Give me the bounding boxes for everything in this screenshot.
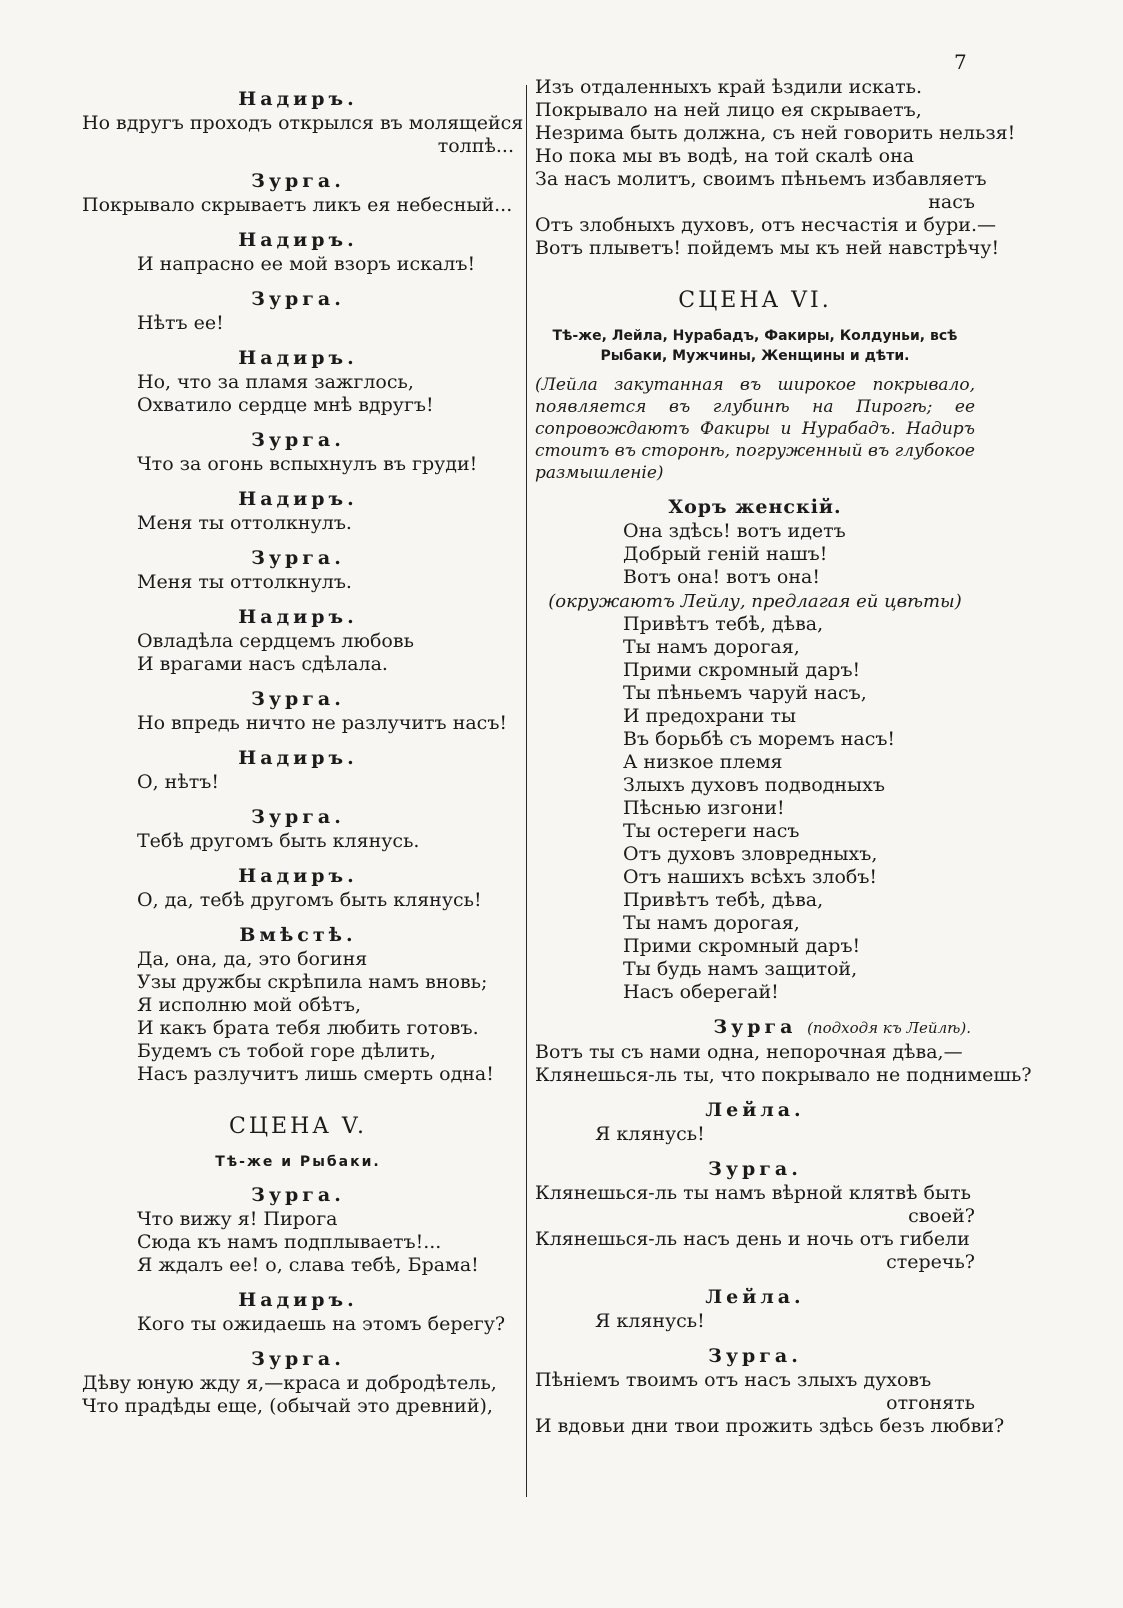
text-line: И какъ брата тебя любить готовъ. xyxy=(137,1017,479,1039)
text-line: Ты намъ дорогая, xyxy=(623,912,800,934)
text-line: Пѣніемъ твоимъ отъ насъ злыхъ духовъ xyxy=(535,1369,932,1391)
text-line: Покрывало скрываетъ ликъ ея небесный... xyxy=(82,194,513,216)
zurga-3-lines xyxy=(535,1369,1005,1438)
text-line: Меня ты оттолкнулъ. xyxy=(137,512,352,534)
text-line: Но, что за пламя зажглось, xyxy=(137,371,414,393)
zurga-1-lines xyxy=(535,1041,1032,1087)
text-line: Отъ злобныхъ духовъ, отъ несчастія и бури.— xyxy=(535,214,997,236)
text-line: Привѣтъ тебѣ, дѣва, xyxy=(623,889,824,911)
text-line: Ты будь намъ защитой, xyxy=(623,958,858,980)
text-line: Что за огонь вспыхнулъ въ груди! xyxy=(137,453,478,475)
chorus-speaker: Хоръ женскій. xyxy=(668,496,842,518)
text-line: Вотъ ты съ нами одна, непорочная дѣва,— xyxy=(535,1041,963,1063)
text-line: За насъ молитъ, своимъ пѣньемъ избавляетъ xyxy=(535,168,987,190)
zurga-1-name: Зурга xyxy=(713,1016,797,1038)
speaker-name: Зурга. xyxy=(251,429,345,451)
text-line: Незрима быть должна, съ ней говорить нельзя! xyxy=(535,122,1016,144)
speaker-name: Зурга. xyxy=(251,688,345,710)
text-line: толпѣ... xyxy=(437,135,514,157)
leila-speaker-2: Лейла. xyxy=(705,1286,805,1308)
text-line: Въ борьбѣ съ моремъ насъ! xyxy=(623,728,896,750)
speaker-name: Надиръ. xyxy=(238,88,358,110)
zurga-speaker-2: Зурга. xyxy=(708,1158,802,1180)
left-dialogue-after xyxy=(82,1182,514,1418)
text-line: Меня ты оттолкнулъ. xyxy=(137,571,352,593)
text-line: Покрывало на ней лицо ея скрываетъ, xyxy=(535,99,922,121)
text-line: Я клянусь! xyxy=(595,1123,705,1145)
text-line: О, да, тебѣ другомъ быть клянусь! xyxy=(137,889,482,911)
chorus-direction: (окружаютъ Лейлу, предлагая ей цвѣты) xyxy=(548,591,962,612)
text-line: Но пока мы въ водѣ, на той скалѣ она xyxy=(535,145,915,167)
speaker-name: Зурга. xyxy=(251,806,345,828)
text-line: своей? xyxy=(908,1205,975,1227)
text-line: Клянешься-ль насъ день и ночь отъ гибели xyxy=(535,1228,970,1250)
speaker-name: Зурга. xyxy=(251,1184,345,1206)
speaker-name: Зурга. xyxy=(251,288,345,310)
speaker-name: Надиръ. xyxy=(238,747,358,769)
text-line: насъ xyxy=(928,191,975,213)
text-line: Она здѣсь! вотъ идетъ xyxy=(623,520,846,542)
text-line: И врагами насъ сдѣлала. xyxy=(137,653,388,675)
text-line: Но впредь ничто не разлучитъ насъ! xyxy=(137,712,508,734)
speaker-name: Зурга. xyxy=(251,1348,345,1370)
text-line: Привѣтъ тебѣ, дѣва, xyxy=(623,613,824,635)
zurga-2-lines xyxy=(535,1182,975,1274)
text-line: Я ждалъ ее! о, слава тебѣ, Брама! xyxy=(137,1254,479,1276)
text-line: Отъ нашихъ всѣхъ злобъ! xyxy=(623,866,878,888)
opening-lines xyxy=(535,76,1016,260)
text-line: А низкое племя xyxy=(623,751,783,773)
zurga-speaker-3: Зурга. xyxy=(708,1345,802,1367)
right-column xyxy=(535,76,1032,1438)
text-line: Изъ отдаленныхъ край ѣздили искать. xyxy=(535,76,923,98)
text-line: Я исполню мой обѣтъ, xyxy=(137,994,362,1016)
text-line: Насъ разлучитъ лишь смерть одна! xyxy=(137,1063,494,1085)
text-line: Вотъ она! вотъ она! xyxy=(623,566,820,588)
leila-speaker-1: Лейла. xyxy=(705,1099,805,1121)
speaker-name: Надиръ. xyxy=(238,865,358,887)
text-line: Пѣснью изгони! xyxy=(623,797,785,819)
text-line: Будемъ съ тобой горе дѣлить, xyxy=(137,1040,436,1062)
speaker-name: Зурга. xyxy=(251,170,345,192)
text-line: О, нѣтъ! xyxy=(137,771,220,793)
text-line: И предохрани ты xyxy=(623,705,797,727)
text-line: Клянешься-ль ты намъ вѣрной клятвѣ быть xyxy=(535,1182,971,1204)
speaker-name: Надиръ. xyxy=(238,347,358,369)
leila-2-lines xyxy=(535,1310,975,1333)
text-line: Что прадѣды еще, (обычай это древний), xyxy=(82,1395,493,1417)
text-line: Узы дружбы скрѣпила намъ вновь; xyxy=(137,971,488,993)
text-line: отгонять xyxy=(886,1392,975,1414)
text-line: Ты остереги насъ xyxy=(623,820,800,842)
text-line: Да, она, да, это богиня xyxy=(137,948,368,970)
speaker-name: Надиръ. xyxy=(238,1289,358,1311)
text-line: Злыхъ духовъ подводныхъ xyxy=(623,774,885,796)
text-line: стеречь? xyxy=(886,1251,975,1273)
text-line: Овладѣла сердцемъ любовь xyxy=(137,630,414,652)
text-line: Кого ты ожидаешь на этомъ берегу? xyxy=(137,1313,506,1335)
speaker-name: Надиръ. xyxy=(238,229,358,251)
page-number: 7 xyxy=(954,50,967,74)
text-line: Добрый геній нашъ! xyxy=(623,543,828,565)
text-line: Ты пѣньемъ чаруй насъ, xyxy=(623,682,867,704)
text-line: Клянешься-ль ты, что покрывало не поднимешь? xyxy=(535,1064,1032,1086)
text-line: Сюда къ намъ подплываетъ!... xyxy=(137,1231,442,1253)
text-line: И вдовьи дни твои прожить здѣсь безъ любви? xyxy=(535,1415,1005,1437)
scene-v-cast: Тѣ-же и Рыбаки. xyxy=(215,1154,381,1170)
speaker-name: Надиръ. xyxy=(238,606,358,628)
text-line: Ты намъ дорогая, xyxy=(623,636,800,658)
column-divider xyxy=(526,85,527,1497)
zurga-1-direction: (подходя къ Лейлѣ). xyxy=(807,1019,971,1037)
text-line: И напрасно ее мой взоръ искалъ! xyxy=(137,253,476,275)
scene-vi-stage-direction: (Лейла закутанная въ широкое покрывало, появляется въ глубинѣ на Пирогѣ; ее сопровождаютъ Факиры и Нурабадъ. Надиръ стоитъ въ сторонѣ, погруженный въ глубокое размышленіе) xyxy=(535,375,975,483)
leila-1-lines xyxy=(535,1123,975,1146)
text-line: Я клянусь! xyxy=(595,1310,705,1332)
text-line: Но вдругъ проходъ открылся въ молящейся xyxy=(82,112,524,134)
text-line: Нѣтъ ее! xyxy=(137,312,224,334)
scene-vi-cast: Тѣ-же, Лейла, Нурабадъ, Факиры, Колдуньи, всѣ Рыбаки, Мужчины, Женщины и дѣти. xyxy=(552,328,958,364)
left-column xyxy=(82,76,524,1418)
speaker-name: Надиръ. xyxy=(238,488,358,510)
speaker-name: Вмѣстѣ. xyxy=(239,924,357,946)
left-dialogue xyxy=(82,86,524,1086)
chorus-lines-a xyxy=(535,520,975,589)
speaker-name: Зурга. xyxy=(251,547,345,569)
text-line: Дѣву юную жду я,—краса и добродѣтель, xyxy=(82,1372,497,1394)
text-line: Охватило сердце мнѣ вдругъ! xyxy=(137,394,434,416)
text-line: Прими скромный даръ! xyxy=(623,659,861,681)
text-line: Отъ духовъ зловредныхъ, xyxy=(623,843,878,865)
chorus-lines-b xyxy=(535,613,975,1004)
text-line: Прими скромный даръ! xyxy=(623,935,861,957)
text-line: Тебѣ другомъ быть клянусь. xyxy=(137,830,420,852)
text-line: Что вижу я! Пирога xyxy=(137,1208,338,1230)
text-line: Насъ оберегай! xyxy=(623,981,779,1003)
scene-v-title: СЦЕНА V. xyxy=(229,1114,367,1139)
scene-vi-title: СЦЕНА VI. xyxy=(678,288,832,313)
text-line: Вотъ плыветъ! пойдемъ мы къ ней навстрѣчу! xyxy=(535,237,1000,259)
zurga-speaker-1 xyxy=(535,1014,975,1041)
